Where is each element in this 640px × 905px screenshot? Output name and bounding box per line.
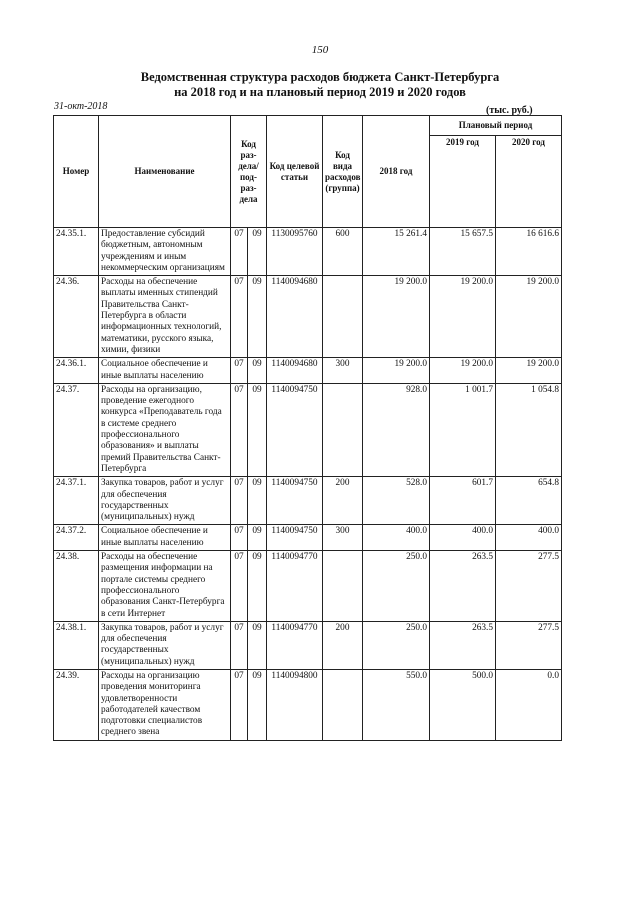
- table-row: [54, 228, 562, 276]
- row-subsection-code: 09: [248, 621, 267, 669]
- row-value-2020: 0.0: [496, 669, 562, 740]
- row-section-code: 07: [231, 276, 248, 358]
- row-value-2018: 19 200.0: [363, 276, 430, 358]
- table-row: [54, 383, 562, 476]
- row-target-code: 1140094680: [267, 358, 323, 384]
- row-expense-type: 600: [323, 228, 363, 276]
- title-line-1: Ведомственная структура расходов бюджета Санкт-Петербурга: [140, 70, 500, 84]
- row-expense-type: 200: [323, 477, 363, 525]
- row-section-code: 07: [231, 477, 248, 525]
- page-number: 150: [311, 44, 329, 56]
- row-value-2018: 400.0: [363, 525, 430, 551]
- row-name: Расходы на организацию проведения мониторинга удовлетворенности работодателей качеством подготовки специалистов среднего звена: [99, 669, 231, 740]
- row-name: Социальное обеспечение и иные выплаты населению: [99, 525, 231, 551]
- row-value-2018: 15 261.4: [363, 228, 430, 276]
- row-section-code: 07: [231, 621, 248, 669]
- row-value-2020: 400.0: [496, 525, 562, 551]
- row-value-2018: 250.0: [363, 621, 430, 669]
- row-value-2019: 263.5: [430, 621, 496, 669]
- row-section-code: 07: [231, 669, 248, 740]
- row-value-2018: 250.0: [363, 551, 430, 622]
- row-section-code: 07: [231, 228, 248, 276]
- row-name: Закупка товаров, работ и услуг для обеспечения государственных (муниципальных) нужд: [99, 477, 231, 525]
- row-value-2019: 601.7: [430, 477, 496, 525]
- header-name: Наименование: [99, 116, 231, 228]
- header-section: Код раз-дела/ под-раз-дела: [231, 116, 267, 228]
- row-section-code: 07: [231, 383, 248, 476]
- row-value-2019: 15 657.5: [430, 228, 496, 276]
- row-value-2020: 19 200.0: [496, 276, 562, 358]
- title-line-2: на 2018 год и на плановый период 2019 и 2020 годов: [174, 85, 466, 99]
- header-number: Номер: [54, 116, 99, 228]
- table-row: [54, 477, 562, 525]
- header-expense-type: Код вида расходов (группа): [323, 116, 363, 228]
- row-expense-type: 300: [323, 358, 363, 384]
- row-subsection-code: 09: [248, 228, 267, 276]
- row-value-2019: 19 200.0: [430, 276, 496, 358]
- row-section-code: 07: [231, 525, 248, 551]
- header-2018: 2018 год: [363, 116, 430, 228]
- table-row: [54, 669, 562, 740]
- row-value-2020: 277.5: [496, 551, 562, 622]
- row-value-2018: 19 200.0: [363, 358, 430, 384]
- row-expense-type: 200: [323, 621, 363, 669]
- table-row: [54, 358, 562, 384]
- row-value-2018: 528.0: [363, 477, 430, 525]
- row-value-2019: 19 200.0: [430, 358, 496, 384]
- row-target-code: 1140094750: [267, 525, 323, 551]
- row-expense-type: [323, 669, 363, 740]
- row-value-2019: 500.0: [430, 669, 496, 740]
- row-name: Расходы на обеспечение выплаты именных стипендий Правительства Санкт-Петербурга в области информационных технологий, математики, русского языка, химии, физики: [99, 276, 231, 358]
- row-number: 24.37.: [54, 383, 99, 476]
- row-value-2018: 928.0: [363, 383, 430, 476]
- row-number: 24.37.1.: [54, 477, 99, 525]
- document-title: [0, 70, 640, 100]
- header-planned-period: Плановый период: [430, 116, 562, 136]
- row-value-2020: 1 054.8: [496, 383, 562, 476]
- row-number: 24.39.: [54, 669, 99, 740]
- row-value-2020: 16 616.6: [496, 228, 562, 276]
- row-number: 24.36.: [54, 276, 99, 358]
- table-row: [54, 551, 562, 622]
- row-target-code: 1130095760: [267, 228, 323, 276]
- row-expense-type: [323, 551, 363, 622]
- row-section-code: 07: [231, 358, 248, 384]
- row-expense-type: [323, 276, 363, 358]
- row-name: Расходы на организацию, проведение ежегодного конкурса «Преподаватель года в системе среднего профессионального образования» и выплаты премий Правительства Санкт-Петербурга: [99, 383, 231, 476]
- row-target-code: 1140094680: [267, 276, 323, 358]
- header-target: Код целевой статьи: [267, 116, 323, 228]
- row-name: Расходы на обеспечение размещения информации на портале системы среднего профессионального образования Санкт-Петербурга в сети Интернет: [99, 551, 231, 622]
- row-subsection-code: 09: [248, 383, 267, 476]
- row-value-2019: 263.5: [430, 551, 496, 622]
- row-number: 24.36.1.: [54, 358, 99, 384]
- row-target-code: 1140094770: [267, 621, 323, 669]
- header-2020: 2020 год: [496, 136, 562, 228]
- budget-table: [53, 115, 562, 741]
- row-number: 24.37.2.: [54, 525, 99, 551]
- row-target-code: 1140094800: [267, 669, 323, 740]
- row-subsection-code: 09: [248, 358, 267, 384]
- row-target-code: 1140094750: [267, 383, 323, 476]
- row-number: 24.38.: [54, 551, 99, 622]
- row-subsection-code: 09: [248, 525, 267, 551]
- row-value-2018: 550.0: [363, 669, 430, 740]
- row-target-code: 1140094770: [267, 551, 323, 622]
- row-value-2020: 654.8: [496, 477, 562, 525]
- table-row: [54, 621, 562, 669]
- row-subsection-code: 09: [248, 551, 267, 622]
- row-target-code: 1140094750: [267, 477, 323, 525]
- row-value-2020: 277.5: [496, 621, 562, 669]
- row-name: Социальное обеспечение и иные выплаты населению: [99, 358, 231, 384]
- row-number: 24.38.1.: [54, 621, 99, 669]
- row-section-code: 07: [231, 551, 248, 622]
- table-row: [54, 525, 562, 551]
- units-label: (тыс. руб.): [486, 105, 533, 116]
- row-expense-type: [323, 383, 363, 476]
- row-name: Закупка товаров, работ и услуг для обеспечения государственных (муниципальных) нужд: [99, 621, 231, 669]
- row-value-2019: 400.0: [430, 525, 496, 551]
- row-subsection-code: 09: [248, 477, 267, 525]
- table-row: [54, 276, 562, 358]
- row-name: Предоставление субсидий бюджетным, автономным учреждениям и иным некоммерческим организациям: [99, 228, 231, 276]
- document-date: 31-окт-2018: [54, 101, 108, 112]
- row-subsection-code: 09: [248, 276, 267, 358]
- row-value-2020: 19 200.0: [496, 358, 562, 384]
- row-value-2019: 1 001.7: [430, 383, 496, 476]
- header-2019: 2019 год: [430, 136, 496, 228]
- row-subsection-code: 09: [248, 669, 267, 740]
- row-number: 24.35.1.: [54, 228, 99, 276]
- row-expense-type: 300: [323, 525, 363, 551]
